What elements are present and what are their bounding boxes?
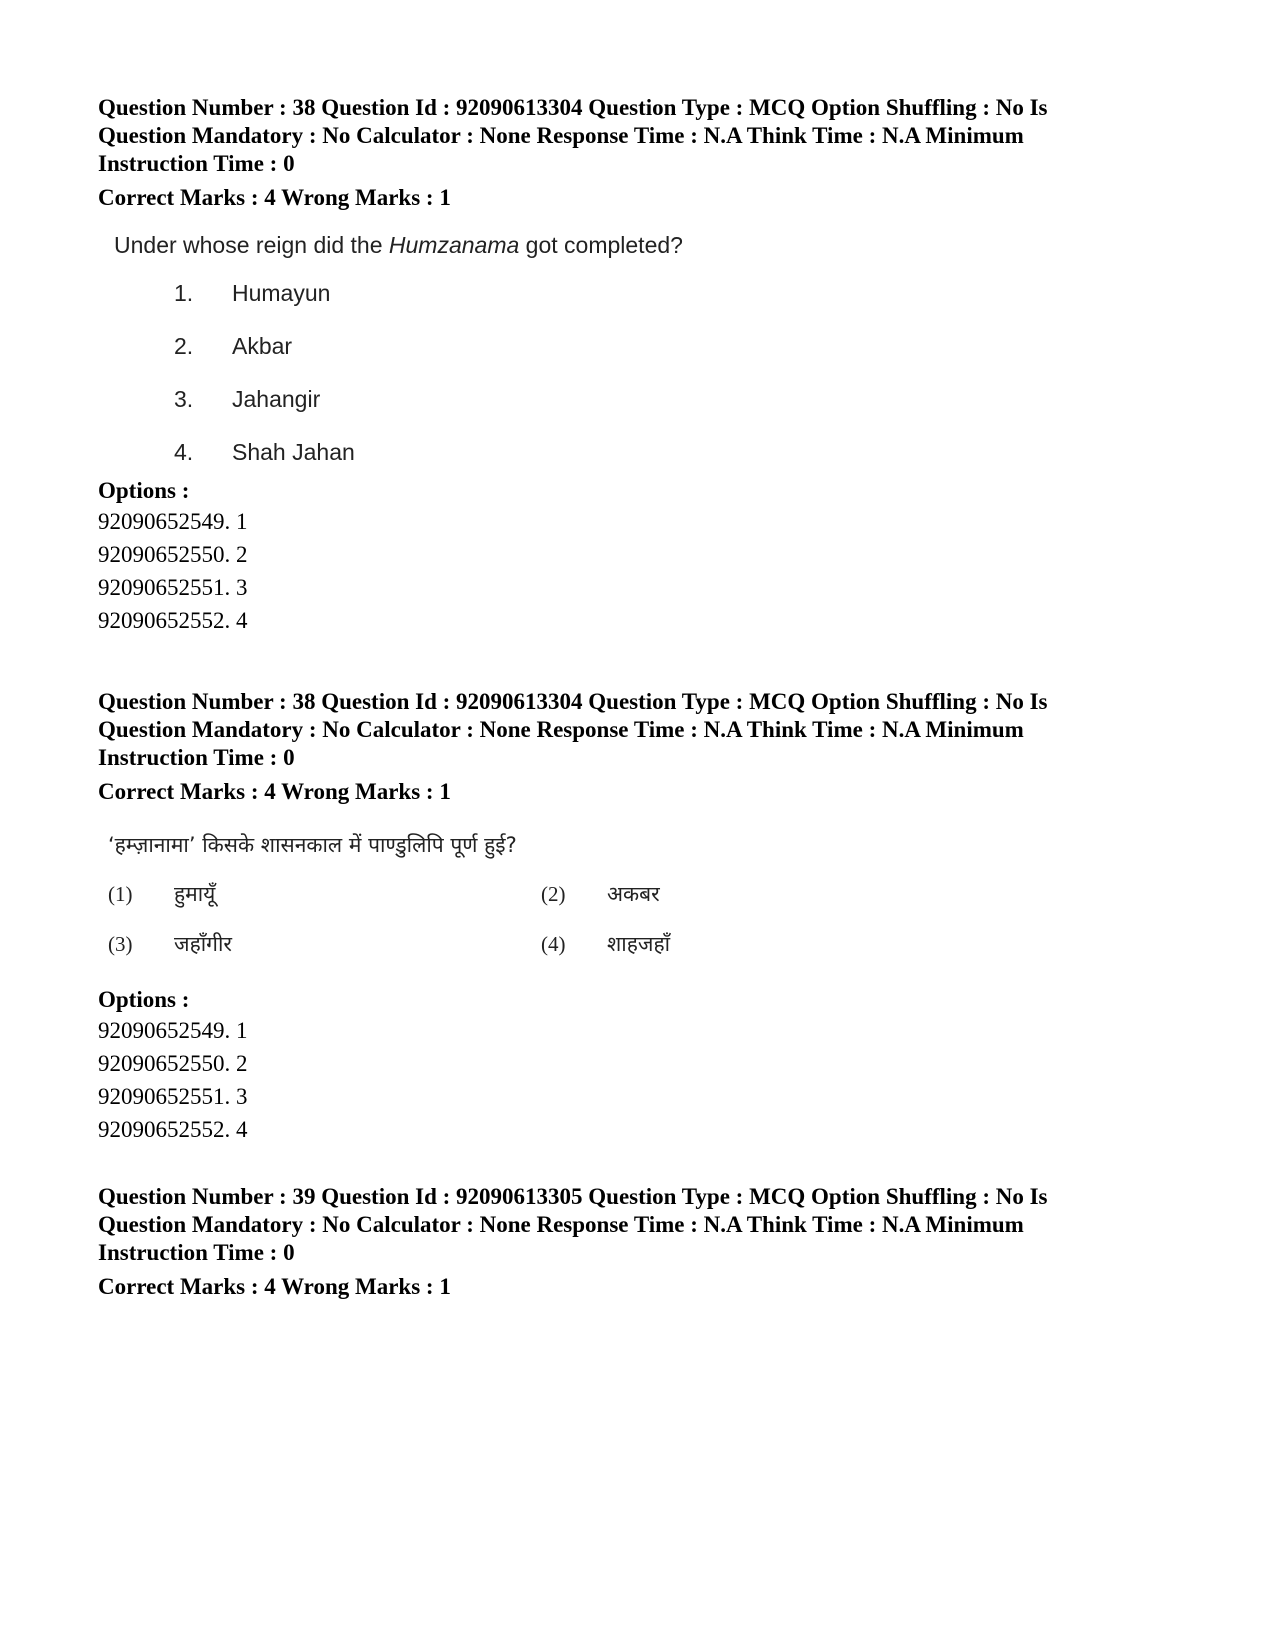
- choice-text: Jahangir: [232, 386, 321, 412]
- stem-text: got completed?: [519, 232, 683, 258]
- option-row: 92090652552. 4: [98, 608, 248, 633]
- options-label: Options :: [98, 987, 190, 1012]
- stem-italic: Humzanama: [388, 232, 520, 258]
- question-image: [98, 830, 1178, 960]
- question-image: [98, 230, 1178, 475]
- choice-text: अकबर: [607, 882, 660, 906]
- marks-line: Correct Marks : 4 Wrong Marks : 1: [98, 1274, 451, 1299]
- question-stem: [114, 230, 1178, 260]
- choice-item: [174, 435, 1178, 475]
- choice-number: (1): [108, 882, 133, 906]
- choice-number: (4): [541, 932, 566, 956]
- options-label: Options :: [98, 478, 190, 503]
- choice-number: 3.: [174, 386, 194, 412]
- option-row: 92090652551. 3: [98, 1084, 248, 1109]
- choice-item: [174, 329, 1178, 382]
- question-block-3: [98, 1183, 1178, 1301]
- option-row: 92090652550. 2: [98, 1051, 248, 1076]
- question-block-2: [98, 688, 1178, 1146]
- question-meta: [98, 688, 1178, 772]
- option-row: 92090652551. 3: [98, 575, 248, 600]
- meta-line: Question Mandatory : No Calculator : None Response Time : N.A Think Time : N.A Minimum: [98, 717, 1024, 742]
- meta-line: Question Mandatory : No Calculator : None Response Time : N.A Think Time : N.A Minimum: [98, 123, 1024, 148]
- question-block-1: [98, 94, 1178, 637]
- choice-item: [108, 878, 541, 910]
- stem-text: Under whose reign did the: [114, 232, 389, 258]
- option-row: 92090652552. 4: [98, 1117, 248, 1142]
- option-row: 92090652549. 1: [98, 1018, 248, 1043]
- choice-item: [541, 928, 841, 960]
- marks-line: Correct Marks : 4 Wrong Marks : 1: [98, 185, 451, 210]
- choice-text: जहाँगीर: [174, 932, 233, 956]
- choice-item: [541, 878, 841, 910]
- meta-line: Instruction Time : 0: [98, 151, 295, 176]
- meta-line: Question Mandatory : No Calculator : None Response Time : N.A Think Time : N.A Minimum: [98, 1212, 1024, 1237]
- choice-grid: [108, 878, 1178, 960]
- meta-line: Instruction Time : 0: [98, 745, 295, 770]
- meta-line: Question Number : 38 Question Id : 92090613304 Question Type : MCQ Option Shuffling : No Is: [98, 689, 1048, 714]
- choice-number: (2): [541, 882, 566, 906]
- choice-number: 1.: [174, 280, 194, 306]
- option-row: 92090652549. 1: [98, 509, 248, 534]
- choice-item: [174, 276, 1178, 329]
- choice-number: 4.: [174, 439, 194, 465]
- choice-item: [108, 928, 541, 960]
- question-stem: ‘हम्ज़ानामा’ किसके शासनकाल में पाण्डुलिपि पूर्ण हुई?: [108, 833, 517, 857]
- meta-line: Question Number : 38 Question Id : 92090613304 Question Type : MCQ Option Shuffling : No Is: [98, 95, 1048, 120]
- choice-item: [174, 382, 1178, 435]
- choice-text: हुमायूँ: [174, 882, 216, 906]
- choice-list: [174, 276, 1178, 475]
- meta-line: Instruction Time : 0: [98, 1240, 295, 1265]
- question-meta: [98, 94, 1178, 178]
- option-row: 92090652550. 2: [98, 542, 248, 567]
- choice-number: 2.: [174, 333, 194, 359]
- choice-text: शाहजहाँ: [607, 932, 671, 956]
- choice-text: Akbar: [232, 333, 293, 359]
- meta-line: Question Number : 39 Question Id : 92090613305 Question Type : MCQ Option Shuffling : No Is: [98, 1184, 1048, 1209]
- marks-line: Correct Marks : 4 Wrong Marks : 1: [98, 779, 451, 804]
- question-meta: [98, 1183, 1178, 1267]
- choice-text: Humayun: [232, 280, 331, 306]
- choice-number: (3): [108, 932, 133, 956]
- choice-text: Shah Jahan: [232, 439, 355, 465]
